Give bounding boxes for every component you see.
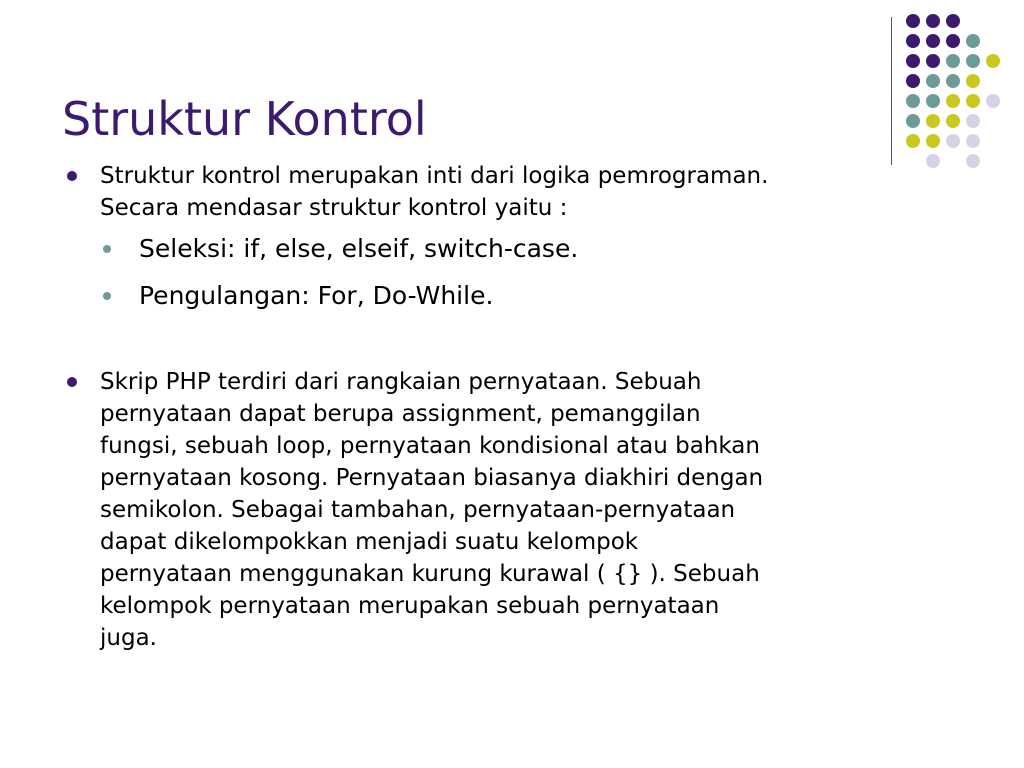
bullet-line: juga. [100, 625, 157, 651]
bullet-line: fungsi, sebuah loop, pernyataan kondisional atau bahkan [100, 433, 760, 459]
bullet-marker-icon [67, 377, 77, 387]
sub-bullet-text: Seleksi: if, else, elseif, switch-case. [139, 234, 579, 263]
sub-bullet-marker-icon [103, 245, 111, 253]
bullet-line: Secara mendasar struktur kontrol yaitu : [100, 195, 568, 221]
sub-bullet-marker-icon [103, 292, 111, 300]
bullet-text [100, 366, 960, 654]
sub-bullet-text: Pengulangan: For, Do-While. [139, 281, 494, 310]
bullet-line: semikolon. Sebagai tambahan, pernyataan-pernyataan [100, 497, 736, 523]
bullet-line: pernyataan dapat berupa assignment, pemanggilan [100, 401, 701, 427]
bullet-line: Struktur kontrol merupakan inti dari logika pemrograman. [100, 163, 769, 189]
bullet-line: pernyataan kosong. Pernyataan biasanya diakhiri dengan [100, 465, 764, 491]
bullet-line: kelompok pernyataan merupakan sebuah pernyataan [100, 593, 720, 619]
bullet-line: dapat dikelompokkan menjadi suatu kelompok [100, 529, 639, 555]
bullet-text [100, 160, 960, 224]
bullet-line: Skrip PHP terdiri dari rangkaian pernyataan. Sebuah [100, 369, 702, 395]
bullet-marker-icon [67, 171, 77, 181]
slide-title: Struktur Kontrol [62, 92, 427, 146]
bullet-line: pernyataan menggunakan kurung kurawal ( {} ). Sebuah [100, 561, 760, 587]
